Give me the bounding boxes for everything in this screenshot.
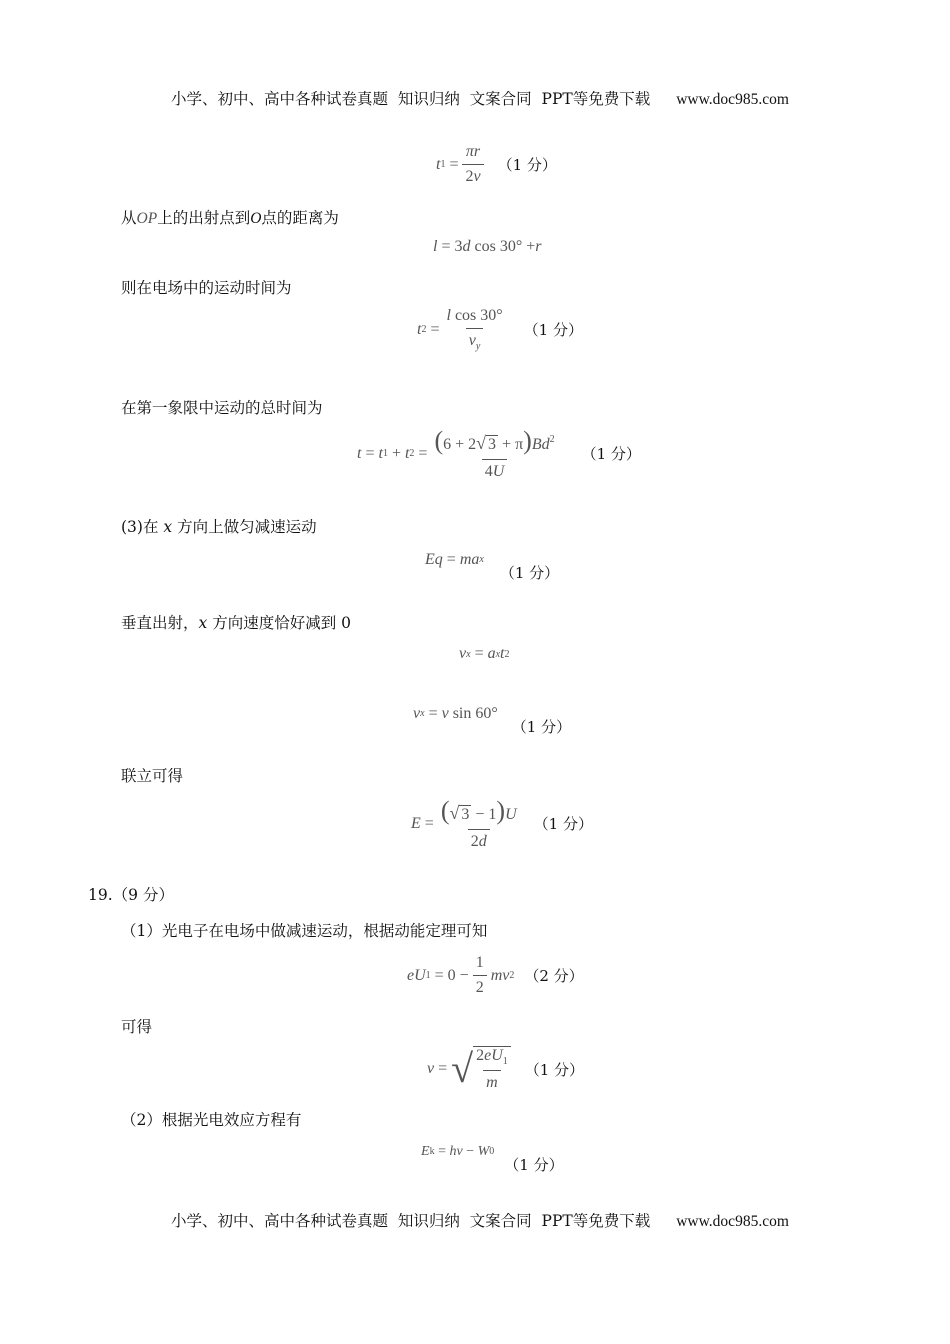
score: （1 分）	[581, 445, 641, 463]
paragraph-combine: 联立可得	[121, 767, 184, 785]
equation-t-total: t = t 1 + t 2 = $\frac{(6 + 2√ 3 + \pi)Bd^2}{4U}$ （1 分）	[357, 426, 641, 480]
paragraph-19-result: 可得	[121, 1018, 153, 1036]
paragraph-part3: (3)在 x 方向上做匀减速运动	[121, 518, 317, 536]
equation-vx1: v x = a x t 2	[459, 645, 510, 662]
paragraph-total-time: 在第一象限中运动的总时间为	[121, 399, 323, 417]
header-text: 小学、初中、高中各种试卷真题 知识归纳 文案合同 PPT等免费下载	[170, 90, 651, 108]
paragraph-time-field: 则在电场中的运动时间为	[121, 279, 292, 297]
score: （1 分）	[511, 718, 572, 736]
page-header	[0, 69, 950, 109]
page-footer	[0, 1191, 950, 1231]
paragraph-19-1: （1）光电子在电场中做减速运动，根据动能定理可知	[121, 922, 488, 940]
paragraph-19-2: （2）根据光电效应方程有	[121, 1111, 302, 1129]
score: （1 分）	[523, 321, 583, 339]
equation-t1: t 1 = $\frac{\pi r}{2v}$ （1 分）	[436, 143, 557, 185]
footer-text: 小学、初中、高中各种试卷真题 知识归纳 文案合同 PPT等免费下载	[170, 1212, 651, 1230]
score: （1 分）	[533, 815, 593, 833]
equation-Ek: E k = hν − W 0 （1 分）	[421, 1143, 564, 1174]
equation-t2: t 2 = $\frac{\text{l cos 30°}}{v_y}$ （1 分）	[417, 307, 583, 352]
score: （1 分）	[524, 1060, 585, 1079]
equation-vx2: v x = v sin 60° （1 分）	[413, 704, 572, 736]
equation-E: E = $\frac{(√ 3 - 1)U}{2d}$ （1 分）	[411, 796, 593, 850]
equation-eq: Eq = ma x （1 分）	[425, 550, 560, 582]
paragraph-vertical-exit: 垂直出射，x 方向速度恰好减到 0	[121, 614, 351, 632]
score: （1 分）	[499, 564, 560, 582]
equation-eU1: eU 1 = 0 − $\frac{1}{2}$ mv 2 （2 分）	[407, 954, 584, 996]
equation-l: l = 3 d cos 30° + r	[433, 238, 542, 255]
paragraph-distance: 从OP上的出射点到O点的距离为	[121, 209, 339, 227]
score: （1 分）	[504, 1156, 564, 1174]
score: （2 分）	[524, 967, 584, 985]
score: （1 分）	[497, 156, 557, 174]
question-19-heading: 19.（9 分）	[88, 886, 174, 904]
equation-v: v = √ $\frac{2eU_1}{m}$ （1 分）	[427, 1046, 585, 1091]
header-url[interactable]: www.doc985.com	[676, 91, 789, 108]
footer-url[interactable]: www.doc985.com	[676, 1213, 789, 1230]
